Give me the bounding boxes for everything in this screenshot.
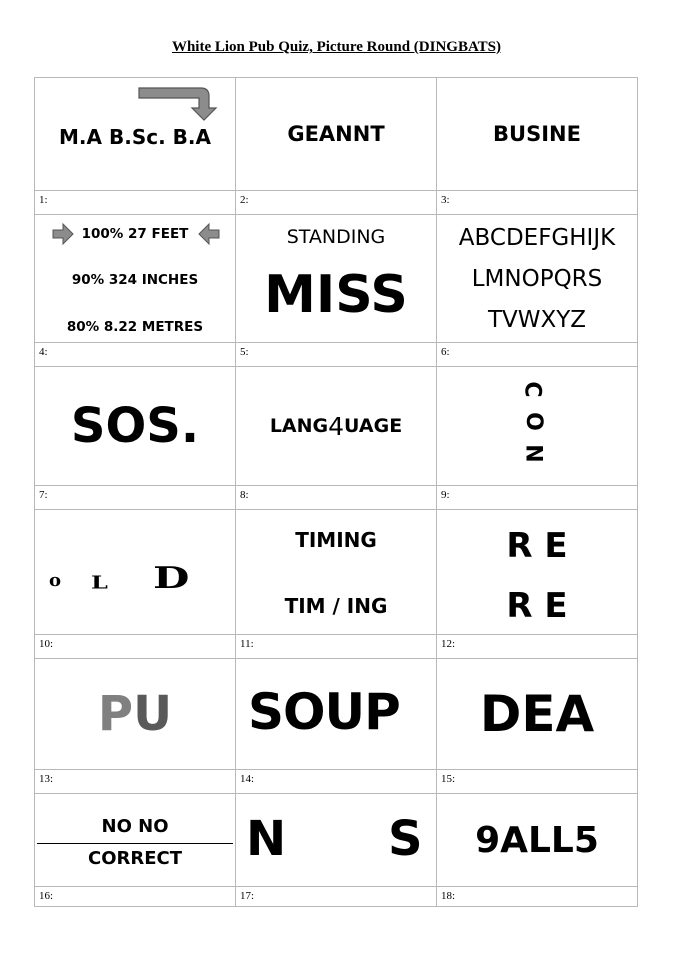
clue-cell-4 xyxy=(34,214,236,343)
clue-4-line-2: 90% 324 INCHES xyxy=(71,272,199,288)
clue-cell-14 xyxy=(235,658,437,770)
clue-2-text: GEANNT xyxy=(287,122,385,146)
clue-6-line-3: TVWXYZ xyxy=(487,307,587,333)
page-title: White Lion Pub Quiz, Picture Round (DINGBATS) xyxy=(171,39,502,55)
clue-5-small-text: STANDING xyxy=(286,226,386,248)
label-18: 18: xyxy=(436,886,638,907)
label-15: 15: xyxy=(436,769,638,794)
clue-cell-1 xyxy=(34,77,236,191)
clue-cell-8 xyxy=(235,366,437,486)
label-14: 14: xyxy=(235,769,437,794)
label-6: 6: xyxy=(436,342,638,367)
label-10: 10: xyxy=(34,634,236,659)
label-3: 3: xyxy=(436,190,638,215)
clue-5-large-text: MISS xyxy=(264,265,408,325)
label-8: 8: xyxy=(235,485,437,510)
label-17: 17: xyxy=(235,886,437,907)
clue-cell-16 xyxy=(34,793,236,887)
clue-9-letter-1: C xyxy=(519,381,545,398)
clue-9-letter-3: N xyxy=(520,444,546,463)
label-11: 11: xyxy=(235,634,437,659)
label-12: 12: xyxy=(436,634,638,659)
label-16: 16: xyxy=(34,886,236,907)
clue-10-medium: L xyxy=(91,571,108,593)
clue-11-line-1: TIMING xyxy=(295,528,377,552)
fraction-line xyxy=(37,843,233,844)
clue-12-line-2: R E xyxy=(506,586,568,626)
label-9: 9: xyxy=(436,485,638,510)
clue-12-line-1: R E xyxy=(506,526,568,566)
label-7: 7: xyxy=(34,485,236,510)
clue-8-part-1: LANG xyxy=(269,415,329,437)
clue-11-line-2: TIM / ING xyxy=(284,594,388,618)
clue-7-text: SOS. xyxy=(70,398,200,454)
label-13: 13: xyxy=(34,769,236,794)
clue-17-letter-n: N xyxy=(246,811,287,867)
label-4: 4: xyxy=(34,342,236,367)
clue-cell-5 xyxy=(235,214,437,343)
clue-cell-18 xyxy=(436,793,638,887)
clue-cell-6 xyxy=(436,214,638,343)
clue-4-line-1: 100% 27 FEET xyxy=(81,226,189,242)
clue-6-line-2: LMNOPQRS xyxy=(471,266,603,292)
clue-17-letter-s: S xyxy=(388,811,423,867)
clue-10-small: o xyxy=(49,570,62,591)
clue-cell-3 xyxy=(436,77,638,191)
clue-14-text: SOUP xyxy=(248,683,400,741)
clue-8-part-2: UAGE xyxy=(344,415,403,437)
clue-9-letter-2: O xyxy=(520,412,546,431)
curved-arrow-icon xyxy=(137,84,219,122)
clue-cell-7 xyxy=(34,366,236,486)
label-2: 2: xyxy=(235,190,437,215)
clue-cell-15 xyxy=(436,658,638,770)
clue-cell-11 xyxy=(235,509,437,635)
dingbat-grid xyxy=(34,77,638,907)
clue-4-line-3: 80% 8.22 METRES xyxy=(66,319,204,335)
clue-18-text: 9ALL5 xyxy=(475,819,599,861)
clue-1-text: M.A B.Sc. B.A xyxy=(59,125,211,149)
clue-cell-13 xyxy=(34,658,236,770)
clue-8-digit: 4 xyxy=(328,411,345,441)
clue-13-letter-p: P xyxy=(97,686,134,742)
label-5: 5: xyxy=(235,342,437,367)
clue-cell-9 xyxy=(436,366,638,486)
clue-10-large: D xyxy=(153,559,190,595)
clue-15-text: DEA xyxy=(479,685,595,743)
clue-cell-17 xyxy=(235,793,437,887)
clue-cell-10 xyxy=(34,509,236,635)
label-1: 1: xyxy=(34,190,236,215)
clue-cell-12 xyxy=(436,509,638,635)
clue-3-text: BUSINE xyxy=(493,122,581,146)
clue-13-letter-u: U xyxy=(133,686,173,742)
clue-16-bottom: CORRECT xyxy=(87,848,183,869)
clue-16-top: NO NO xyxy=(101,816,169,837)
clue-cell-2 xyxy=(235,77,437,191)
clue-6-line-1: ABCDEFGHIJK xyxy=(458,225,616,251)
